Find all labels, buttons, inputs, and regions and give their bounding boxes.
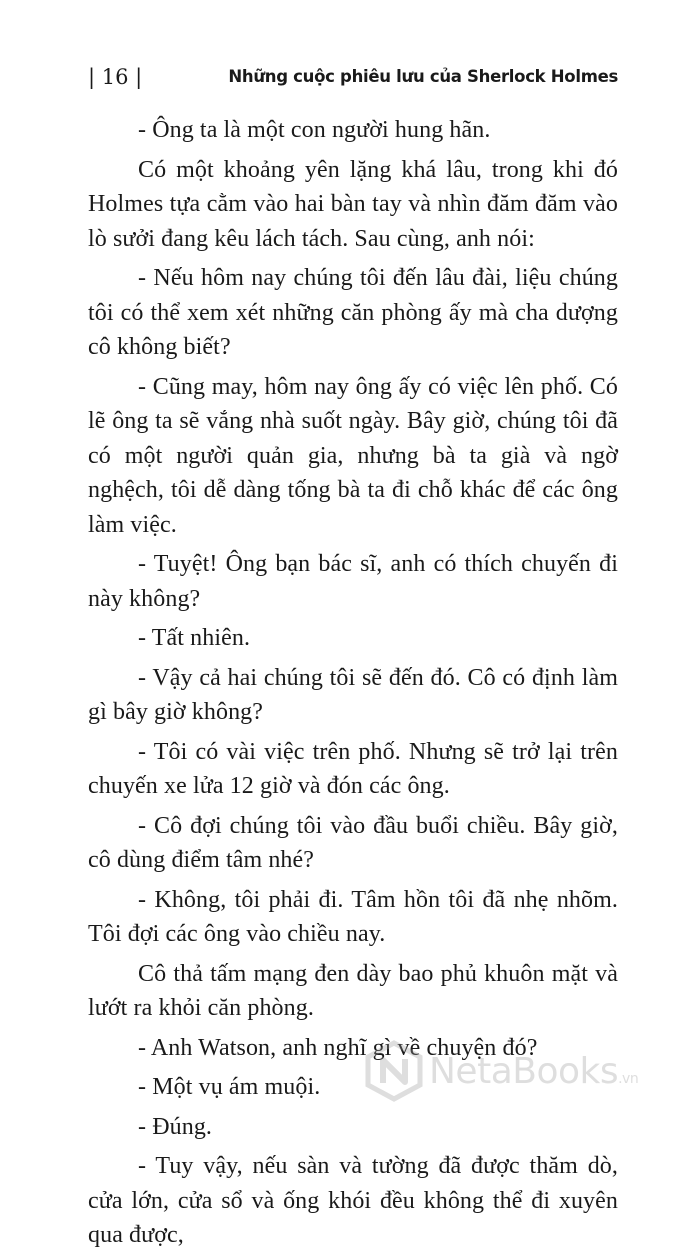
paragraph: - Anh Watson, anh nghĩ gì về chuyện đó?	[138, 1034, 538, 1061]
paragraph: Cô thả tấm mạng đen dày bao phủ khuôn mặt và lướt ra khỏi căn phòng.	[88, 960, 618, 1021]
running-title: Những cuộc phiêu lưu của Sherlock Holmes	[228, 67, 618, 86]
page-number: | 16 |	[88, 65, 143, 89]
paragraph: - Tất nhiên.	[138, 625, 251, 651]
paragraph: - Đúng.	[138, 1113, 213, 1140]
netabooks-logo-icon	[363, 1040, 425, 1102]
watermark-text	[429, 1050, 638, 1101]
watermark-brand: NetaBooks	[429, 1051, 619, 1092]
paragraph: - Vậy cả hai chúng tôi sẽ đến đó. Cô có định làm gì bây giờ không?	[88, 664, 618, 725]
paragraph: - Ông ta là một con người hung hãn.	[138, 117, 491, 143]
paragraph: - Tôi có vài việc trên phố. Nhưng sẽ trở lại trên chuyến xe lửa 12 giờ và đón các ông.	[88, 738, 618, 799]
paragraph: - Cô đợi chúng tôi vào đầu buổi chiều. Bây giờ, cô dùng điểm tâm nhé?	[88, 812, 618, 873]
paragraph: Có một khoảng yên lặng khá lâu, trong khi đó Holmes tựa cằm vào hai bàn tay và nhìn đăm đăm vào lò sưởi đang kêu lách tách. Sau cùng, anh nói:	[88, 156, 618, 252]
paragraph: - Cũng may, hôm nay ông ấy có việc lên phố. Có lẽ ông ta sẽ vắng nhà suốt ngày. Bây giờ, chúng tôi đã có một người quản gia, nhưng bà ta già và ngờ nghệch, tôi dễ dàng tống bà ta đi chỗ khác để các ông làm việc.	[88, 373, 618, 538]
paragraph: - Tuy vậy, nếu sàn và tường đã được thăm dò, cửa lớn, cửa sổ và ống khói đều không thể đi xuyên qua được,	[88, 1153, 618, 1248]
paragraph: - Tuyệt! Ông bạn bác sĩ, anh có thích chuyến đi này không?	[88, 551, 618, 612]
paragraph: - Không, tôi phải đi. Tâm hồn tôi đã nhẹ nhõm. Tôi đợi các ông vào chiều nay.	[88, 886, 618, 947]
paragraph: - Một vụ ám muội.	[138, 1074, 321, 1100]
watermark-suffix: .vn	[618, 1071, 639, 1087]
page-header	[88, 62, 618, 92]
watermark	[363, 1040, 693, 1110]
paragraph: - Nếu hôm nay chúng tôi đến lâu đài, liệu chúng tôi có thể xem xét những căn phòng ấy mà cha dượng cô không biết?	[88, 265, 618, 360]
